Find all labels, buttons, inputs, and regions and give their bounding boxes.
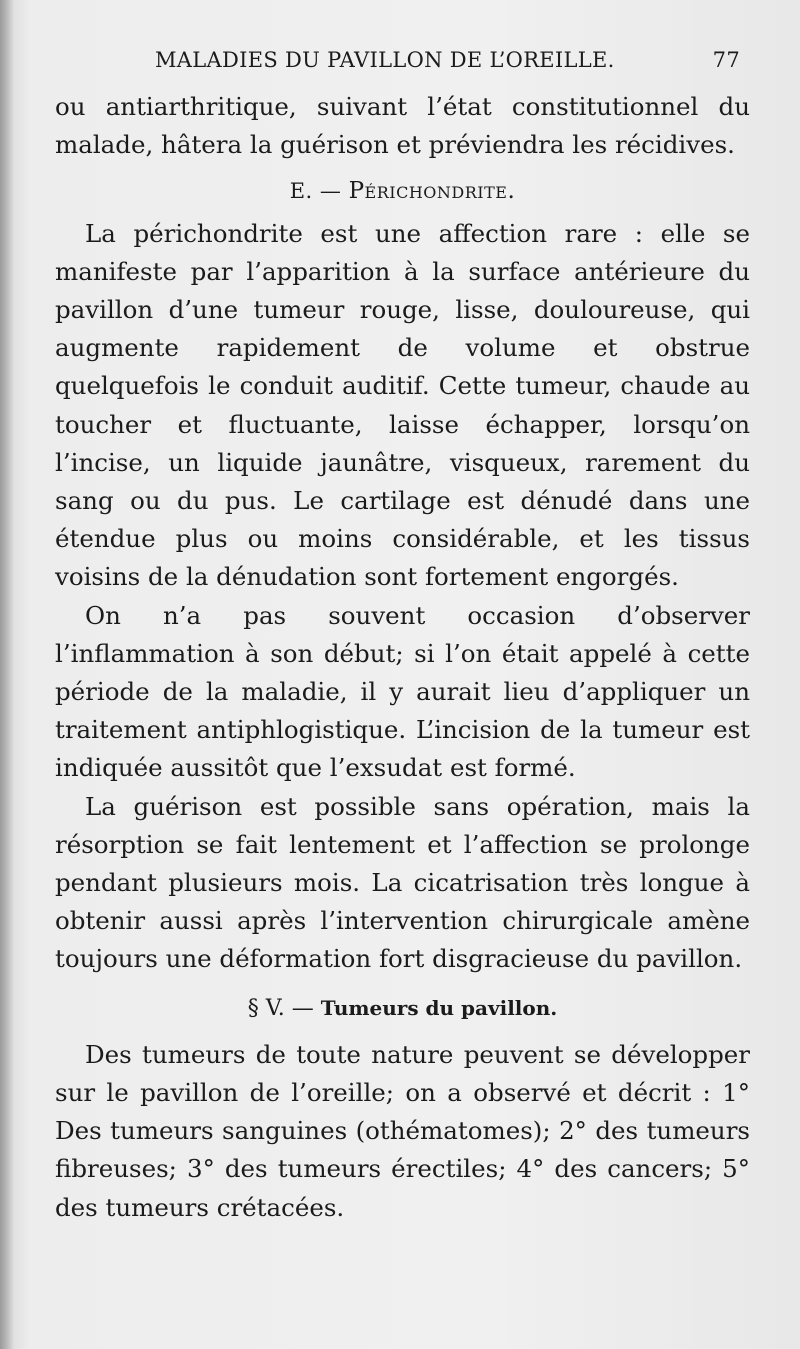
section-heading-e xyxy=(55,172,750,210)
paragraph: Des tumeurs de toute nature peuvent se développer sur le pavillon de l’oreille; on a observé et décrit : 1° Des tumeurs sanguines (othématomes); 2° des tumeurs fibreuses; 3° des tumeurs érectiles; 4° des cancers; 5° des tumeurs crétacées. xyxy=(55,1039,750,1222)
text-block xyxy=(55,88,750,1227)
paragraph: La guérison est possible sans opération, mais la résorption se fait lentement et l’affection se prolonge pendant plusieurs mois. La cicatrisation très longue à obtenir aussi après l’intervention chirurgicale amène toujours une déformation fort disgracieuse du pavillon. xyxy=(55,791,750,974)
page-number: 77 xyxy=(712,48,740,72)
section-number: § V. — xyxy=(247,995,314,1021)
paragraph-continuation: ou antiarthritique, suivant l’état constitutionnel du malade, hâtera la guérison et préviendra les récidives. xyxy=(55,92,750,160)
running-head-title: MALADIES DU PAVILLON DE L’OREILLE. xyxy=(155,48,615,72)
section-number: E. — xyxy=(289,179,342,204)
paragraph: La périchondrite est une affection rare : elle se manifeste par l’apparition à la surface antérieure du pavillon d’une tumeur rouge, lisse, douloureuse, qui augmente rapidement de volume et obstrue quelquefois le conduit auditif. Cette tumeur, chaude au toucher et fluctuante, laisse échapper, lorsqu’on l’incise, un liquide jaunâtre, visqueux, rarement du sang ou du pus. Le cartilage est dénudé dans une étendue plus ou moins considérable, et les tissus voisins de la dénudation sont fortement engorgés. xyxy=(55,218,750,592)
section-heading-v xyxy=(55,989,750,1028)
section-title: Périchondrite. xyxy=(348,178,516,205)
running-head xyxy=(155,48,740,78)
section-title: Tumeurs du pavillon. xyxy=(320,995,558,1020)
page-gutter-shadow xyxy=(0,0,14,1349)
paragraph: On n’a pas souvent occasion d’observer l’inflammation à son début; si l’on était appelé à cette période de la maladie, il y aurait lieu d’appliquer un traitement antiphlogistique. L’incision de la tumeur est indiquée aussitôt que l’exsudat est formé. xyxy=(55,600,750,783)
